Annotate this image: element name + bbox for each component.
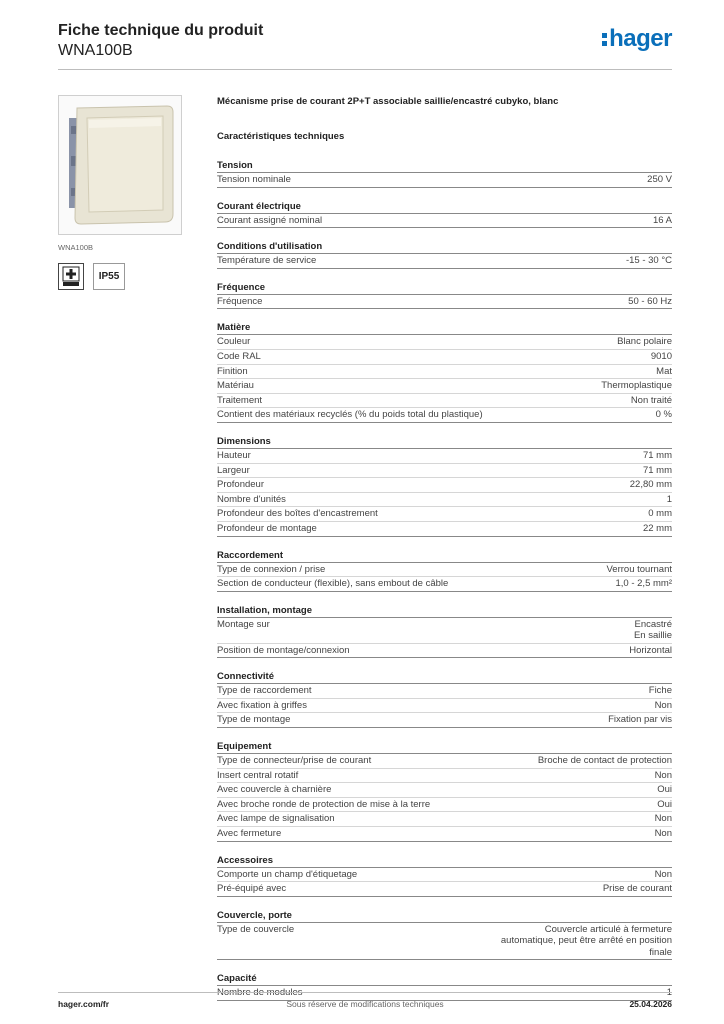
- spec-row: [217, 783, 672, 798]
- spec-row: [217, 868, 672, 883]
- spec-label: Montage sur: [217, 618, 270, 630]
- spec-group-title: Capacité: [217, 972, 672, 986]
- spec-row: [217, 493, 672, 508]
- spec-value: Blanc polaire: [617, 336, 672, 348]
- spec-row: [217, 214, 672, 229]
- spec-group: [217, 321, 672, 423]
- spec-value: Non: [654, 813, 672, 825]
- spec-value: 16 A: [652, 214, 672, 226]
- spec-value: 250 V: [647, 174, 672, 185]
- spec-label: Tension nominale: [217, 174, 291, 185]
- spec-label: Hauteur: [217, 449, 251, 461]
- spec-row: [217, 335, 672, 350]
- spec-label: Comporte un champ d'étiquetage: [217, 868, 358, 880]
- spec-value: 22,80 mm: [629, 479, 672, 491]
- spec-label: Insert central rotatif: [217, 769, 299, 781]
- spec-value: 1: [666, 493, 672, 505]
- spec-group: [217, 200, 672, 229]
- spec-value: Prise de courant: [602, 883, 672, 895]
- spec-group-title: Raccordement: [217, 549, 672, 563]
- spec-value: Thermoplastique: [601, 380, 672, 392]
- spec-group-title: Tension: [217, 159, 672, 173]
- spec-group: [217, 670, 672, 728]
- spec-row: [217, 254, 672, 269]
- spec-label: Section de conducteur (flexible), sans embout de câble: [217, 578, 449, 590]
- spec-group: [217, 240, 672, 269]
- spec-value: Non: [654, 828, 672, 840]
- spec-value: 50 - 60 Hz: [628, 295, 672, 307]
- logo-dots-icon: [602, 30, 607, 47]
- spec-label: Nombre d'unités: [217, 493, 286, 505]
- spec-row: [217, 769, 672, 784]
- spec-group: [217, 549, 672, 592]
- spec-label: Code RAL: [217, 350, 261, 362]
- spec-label: Profondeur des boîtes d'encastrement: [217, 508, 378, 520]
- spec-row: [217, 478, 672, 493]
- spec-label: Traitement: [217, 394, 263, 406]
- spec-value: 1: [666, 987, 672, 999]
- spec-row: [217, 699, 672, 714]
- spec-row: [217, 365, 672, 380]
- technical-content: [217, 96, 672, 1001]
- spec-label: Pré-équipé avec: [217, 883, 287, 895]
- spec-row: [217, 350, 672, 365]
- spec-row: [217, 507, 672, 522]
- spec-label: Type de connecteur/prise de courant: [217, 755, 372, 767]
- spec-label: Nombre de modules: [217, 987, 303, 999]
- footer-disclaimer: Sous réserve de modifications techniques: [286, 999, 444, 1009]
- spec-row: [217, 827, 672, 842]
- spec-value: Fixation par vis: [608, 714, 672, 726]
- spec-value: 0 mm: [648, 508, 672, 520]
- spec-value: 9010: [650, 350, 672, 362]
- spec-group-title: Accessoires: [217, 854, 672, 868]
- spec-value: Non: [654, 868, 672, 880]
- spec-row: [217, 577, 672, 592]
- spec-row: [217, 923, 672, 961]
- spec-row: [217, 522, 672, 537]
- spec-row: [217, 464, 672, 479]
- spec-label: Type de raccordement: [217, 685, 312, 697]
- spec-label: Avec fixation à griffes: [217, 699, 307, 711]
- spec-label: Matériau: [217, 380, 254, 392]
- spec-row: [217, 394, 672, 409]
- spec-value: Couvercle articulé à fermeture automatique, peut être arrêté en position finale: [500, 923, 672, 958]
- spec-label: Finition: [217, 365, 248, 377]
- spec-label: Type de montage: [217, 714, 291, 726]
- spec-value: Encastré En saillie: [633, 618, 672, 642]
- spec-group: [217, 281, 672, 310]
- spec-group: [217, 909, 672, 961]
- spec-value: Mat: [656, 365, 672, 377]
- spec-row: [217, 684, 672, 699]
- spec-group-title: Equipement: [217, 740, 672, 754]
- spec-label: Avec fermeture: [217, 828, 282, 840]
- spec-row: [217, 449, 672, 464]
- spec-group-title: Courant électrique: [217, 200, 672, 214]
- spec-value: Oui: [657, 798, 672, 810]
- spec-label: Couleur: [217, 336, 251, 348]
- product-image: [58, 95, 182, 235]
- spec-label: Position de montage/connexion: [217, 644, 350, 656]
- hager-logo: [602, 25, 672, 53]
- spec-value: Fiche: [648, 685, 672, 697]
- spec-group-title: Matière: [217, 321, 672, 335]
- spec-label: Courant assigné nominal: [217, 214, 323, 226]
- spec-group: [217, 740, 672, 842]
- spec-group-title: Installation, montage: [217, 604, 672, 618]
- spec-label: Type de couvercle: [217, 923, 295, 935]
- product-description: Mécanisme prise de courant 2P+T associable saillie/encastré cubyko, blanc: [217, 96, 559, 107]
- spec-group-title: Conditions d'utilisation: [217, 240, 672, 254]
- spec-label: Profondeur de montage: [217, 522, 317, 534]
- spec-label: Largeur: [217, 464, 250, 476]
- spec-row: [217, 644, 672, 659]
- spec-group-title: Couvercle, porte: [217, 909, 672, 923]
- spec-label: Température de service: [217, 255, 317, 267]
- ip-rating-badge: IP55: [93, 263, 125, 290]
- spec-row: [217, 798, 672, 813]
- spec-row: [217, 295, 672, 310]
- spec-group: [217, 159, 672, 188]
- page-title: Fiche technique du produit: [58, 22, 264, 39]
- spec-value: 1,0 - 2,5 mm²: [615, 578, 672, 590]
- spec-label: Avec couvercle à charnière: [217, 784, 332, 796]
- spec-label: Profondeur: [217, 479, 265, 491]
- characteristics-groups: [217, 159, 672, 1001]
- spec-value: Broche de contact de protection: [537, 755, 672, 767]
- image-caption: WNA100B: [58, 243, 94, 252]
- spec-value: 71 mm: [642, 464, 672, 476]
- spec-group: [217, 854, 672, 897]
- spec-row: [217, 408, 672, 423]
- spec-row: [217, 754, 672, 769]
- spec-label: Contient des matériaux recyclés (% du poids total du plastique): [217, 409, 483, 421]
- spec-label: Avec broche ronde de protection de mise à la terre: [217, 798, 431, 810]
- spec-group-title: Dimensions: [217, 435, 672, 449]
- spec-value: Non: [654, 769, 672, 781]
- spec-label: Avec lampe de signalisation: [217, 813, 335, 825]
- logo-text: hager: [609, 25, 672, 52]
- spec-row: [217, 173, 672, 188]
- spec-row: [217, 379, 672, 394]
- footer-website[interactable]: hager.com/fr: [58, 999, 110, 1009]
- spec-row: [217, 812, 672, 827]
- spec-value: 71 mm: [642, 449, 672, 461]
- section-title: Caractéristiques techniques: [217, 131, 345, 142]
- spec-group-title: Connectivité: [217, 670, 672, 684]
- spec-label: Type de connexion / prise: [217, 563, 326, 575]
- spec-row: [217, 713, 672, 728]
- plus-mark-icon: [59, 264, 83, 289]
- page-header: [58, 20, 672, 70]
- socket-illustration-icon: [59, 96, 181, 234]
- spec-row: [217, 563, 672, 578]
- spec-value: Verrou tournant: [606, 563, 672, 575]
- spec-group-title: Fréquence: [217, 281, 672, 295]
- spec-group: [217, 435, 672, 537]
- spec-label: Fréquence: [217, 295, 263, 307]
- certification-badge: [58, 263, 84, 290]
- spec-value: Oui: [657, 784, 672, 796]
- spec-value: Non: [654, 699, 672, 711]
- footer-date: 25.04.2026: [629, 999, 672, 1009]
- spec-row: [217, 618, 672, 644]
- spec-value: Non traité: [630, 394, 672, 406]
- spec-group: [217, 604, 672, 659]
- spec-row: [217, 882, 672, 897]
- spec-value: 22 mm: [642, 522, 672, 534]
- spec-value: Horizontal: [629, 644, 672, 656]
- spec-value: 0 %: [655, 409, 672, 421]
- product-reference: WNA100B: [58, 42, 133, 59]
- spec-value: -15 - 30 °C: [625, 255, 672, 267]
- page-footer: [58, 992, 672, 1009]
